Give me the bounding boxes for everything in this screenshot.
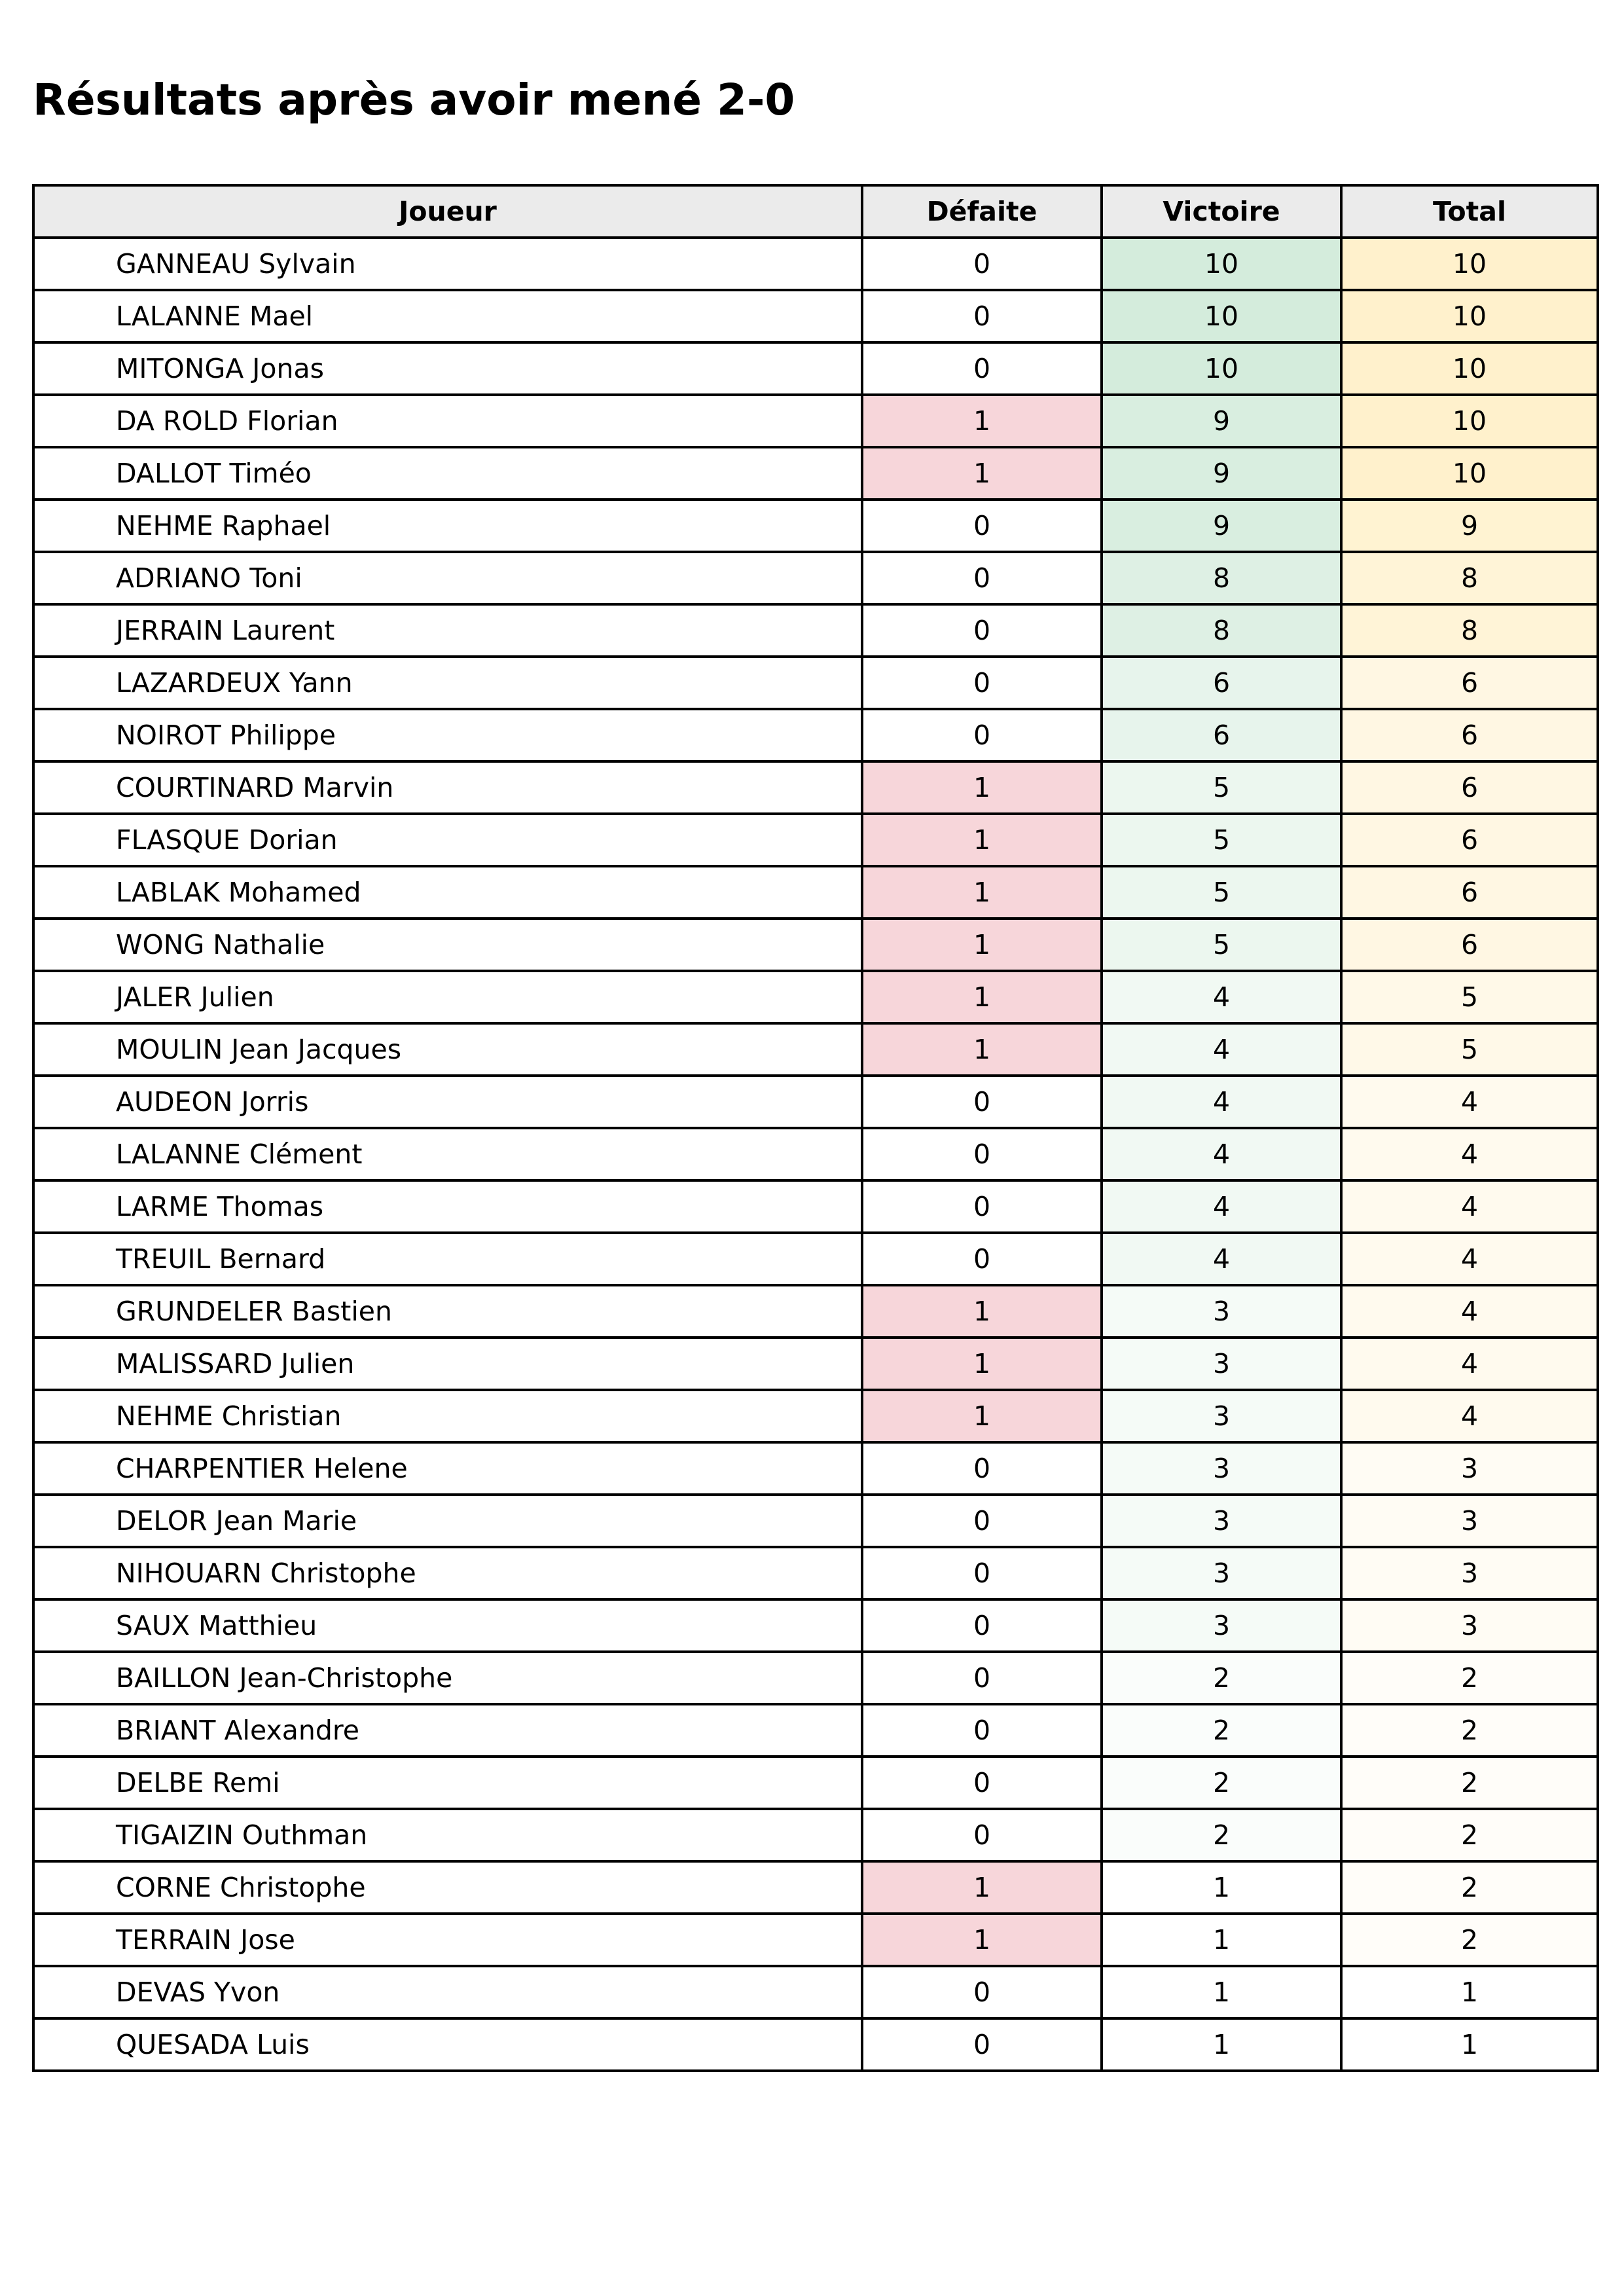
table-row <box>33 1076 1598 1128</box>
player-cell: GRUNDELER Bastien <box>33 1285 862 1338</box>
player-cell: CHARPENTIER Helene <box>33 1442 862 1495</box>
player-cell: DELOR Jean Marie <box>33 1495 862 1547</box>
table-row <box>33 1809 1598 1861</box>
table-row <box>33 1023 1598 1076</box>
table-row <box>33 2018 1598 2071</box>
loss-cell: 0 <box>862 1966 1102 2018</box>
player-cell: COURTINARD Marvin <box>33 761 862 814</box>
win-cell: 3 <box>1102 1599 1341 1652</box>
total-cell: 10 <box>1341 447 1598 500</box>
total-cell: 3 <box>1341 1442 1598 1495</box>
player-cell: DEVAS Yvon <box>33 1966 862 2018</box>
player-cell: JALER Julien <box>33 971 862 1023</box>
win-cell: 9 <box>1102 447 1341 500</box>
loss-cell: 1 <box>862 814 1102 866</box>
total-cell: 9 <box>1341 500 1598 552</box>
page-title: Résultats après avoir mené 2-0 <box>33 75 795 125</box>
table-row <box>33 447 1598 500</box>
table-body <box>33 238 1598 2071</box>
player-cell: LABLAK Mohamed <box>33 866 862 919</box>
player-cell: BAILLON Jean-Christophe <box>33 1652 862 1704</box>
table-row <box>33 1704 1598 1757</box>
table-row <box>33 1652 1598 1704</box>
total-cell: 10 <box>1341 395 1598 447</box>
player-cell: LARME Thomas <box>33 1180 862 1233</box>
table-row <box>33 500 1598 552</box>
player-cell: SAUX Matthieu <box>33 1599 862 1652</box>
win-cell: 4 <box>1102 971 1341 1023</box>
total-cell: 10 <box>1341 238 1598 290</box>
win-cell: 5 <box>1102 866 1341 919</box>
total-cell: 10 <box>1341 342 1598 395</box>
player-cell: LALANNE Clément <box>33 1128 862 1180</box>
total-cell: 6 <box>1341 814 1598 866</box>
win-cell: 4 <box>1102 1180 1341 1233</box>
player-cell: WONG Nathalie <box>33 919 862 971</box>
win-cell: 10 <box>1102 238 1341 290</box>
header-row <box>33 185 1598 238</box>
loss-cell: 0 <box>862 2018 1102 2071</box>
loss-cell: 0 <box>862 1547 1102 1599</box>
header-total: Total <box>1341 185 1598 238</box>
win-cell: 8 <box>1102 552 1341 604</box>
win-cell: 2 <box>1102 1652 1341 1704</box>
table-row <box>33 814 1598 866</box>
table-row <box>33 1128 1598 1180</box>
table-row <box>33 1390 1598 1442</box>
total-cell: 4 <box>1341 1233 1598 1285</box>
loss-cell: 0 <box>862 342 1102 395</box>
win-cell: 6 <box>1102 709 1341 761</box>
player-cell: TERRAIN Jose <box>33 1914 862 1966</box>
win-cell: 2 <box>1102 1757 1341 1809</box>
player-cell: NEHME Christian <box>33 1390 862 1442</box>
player-cell: ADRIANO Toni <box>33 552 862 604</box>
loss-cell: 1 <box>862 761 1102 814</box>
table-row <box>33 1914 1598 1966</box>
table-row <box>33 1233 1598 1285</box>
total-cell: 4 <box>1341 1180 1598 1233</box>
table-row <box>33 1180 1598 1233</box>
loss-cell: 0 <box>862 238 1102 290</box>
player-cell: CORNE Christophe <box>33 1861 862 1914</box>
total-cell: 4 <box>1341 1128 1598 1180</box>
loss-cell: 1 <box>862 1023 1102 1076</box>
total-cell: 8 <box>1341 552 1598 604</box>
player-cell: DELBE Remi <box>33 1757 862 1809</box>
total-cell: 4 <box>1341 1076 1598 1128</box>
win-cell: 8 <box>1102 604 1341 657</box>
table-row <box>33 1338 1598 1390</box>
table-row <box>33 761 1598 814</box>
win-cell: 2 <box>1102 1809 1341 1861</box>
win-cell: 9 <box>1102 395 1341 447</box>
win-cell: 3 <box>1102 1338 1341 1390</box>
total-cell: 5 <box>1341 971 1598 1023</box>
loss-cell: 0 <box>862 1809 1102 1861</box>
table-row <box>33 342 1598 395</box>
win-cell: 5 <box>1102 919 1341 971</box>
loss-cell: 1 <box>862 1914 1102 1966</box>
total-cell: 3 <box>1341 1547 1598 1599</box>
player-cell: DA ROLD Florian <box>33 395 862 447</box>
loss-cell: 1 <box>862 447 1102 500</box>
total-cell: 2 <box>1341 1914 1598 1966</box>
win-cell: 3 <box>1102 1285 1341 1338</box>
table-row <box>33 238 1598 290</box>
player-cell: TREUIL Bernard <box>33 1233 862 1285</box>
win-cell: 10 <box>1102 290 1341 342</box>
player-cell: LAZARDEUX Yann <box>33 657 862 709</box>
loss-cell: 0 <box>862 500 1102 552</box>
player-cell: FLASQUE Dorian <box>33 814 862 866</box>
table-row <box>33 290 1598 342</box>
player-cell: GANNEAU Sylvain <box>33 238 862 290</box>
total-cell: 3 <box>1341 1599 1598 1652</box>
header-player: Joueur <box>33 185 862 238</box>
total-cell: 2 <box>1341 1757 1598 1809</box>
loss-cell: 1 <box>862 1338 1102 1390</box>
total-cell: 2 <box>1341 1809 1598 1861</box>
loss-cell: 0 <box>862 1757 1102 1809</box>
total-cell: 5 <box>1341 1023 1598 1076</box>
player-cell: JERRAIN Laurent <box>33 604 862 657</box>
player-cell: LALANNE Mael <box>33 290 862 342</box>
win-cell: 6 <box>1102 657 1341 709</box>
total-cell: 4 <box>1341 1285 1598 1338</box>
loss-cell: 0 <box>862 709 1102 761</box>
table-row <box>33 552 1598 604</box>
loss-cell: 1 <box>862 1861 1102 1914</box>
win-cell: 4 <box>1102 1128 1341 1180</box>
loss-cell: 0 <box>862 290 1102 342</box>
total-cell: 6 <box>1341 709 1598 761</box>
win-cell: 4 <box>1102 1023 1341 1076</box>
header-loss: Défaite <box>862 185 1102 238</box>
total-cell: 6 <box>1341 761 1598 814</box>
loss-cell: 0 <box>862 1599 1102 1652</box>
loss-cell: 0 <box>862 1233 1102 1285</box>
win-cell: 3 <box>1102 1442 1341 1495</box>
table-row <box>33 709 1598 761</box>
total-cell: 10 <box>1341 290 1598 342</box>
table-row <box>33 1757 1598 1809</box>
loss-cell: 0 <box>862 604 1102 657</box>
win-cell: 9 <box>1102 500 1341 552</box>
win-cell: 4 <box>1102 1076 1341 1128</box>
player-cell: BRIANT Alexandre <box>33 1704 862 1757</box>
win-cell: 5 <box>1102 814 1341 866</box>
table-row <box>33 971 1598 1023</box>
loss-cell: 1 <box>862 971 1102 1023</box>
player-cell: NOIROT Philippe <box>33 709 862 761</box>
loss-cell: 0 <box>862 1495 1102 1547</box>
player-cell: MITONGA Jonas <box>33 342 862 395</box>
total-cell: 6 <box>1341 866 1598 919</box>
table-header <box>33 185 1598 238</box>
player-cell: AUDEON Jorris <box>33 1076 862 1128</box>
total-cell: 2 <box>1341 1704 1598 1757</box>
player-cell: MOULIN Jean Jacques <box>33 1023 862 1076</box>
header-win: Victoire <box>1102 185 1341 238</box>
win-cell: 1 <box>1102 1861 1341 1914</box>
table-row <box>33 1495 1598 1547</box>
win-cell: 4 <box>1102 1233 1341 1285</box>
total-cell: 3 <box>1341 1495 1598 1547</box>
total-cell: 2 <box>1341 1652 1598 1704</box>
win-cell: 1 <box>1102 1966 1341 2018</box>
total-cell: 2 <box>1341 1861 1598 1914</box>
player-cell: QUESADA Luis <box>33 2018 862 2071</box>
table-row <box>33 395 1598 447</box>
table-row <box>33 1861 1598 1914</box>
loss-cell: 1 <box>862 919 1102 971</box>
win-cell: 3 <box>1102 1547 1341 1599</box>
table-row <box>33 1599 1598 1652</box>
loss-cell: 0 <box>862 552 1102 604</box>
table-row <box>33 919 1598 971</box>
total-cell: 6 <box>1341 919 1598 971</box>
loss-cell: 1 <box>862 1285 1102 1338</box>
table-row <box>33 1966 1598 2018</box>
loss-cell: 0 <box>862 1128 1102 1180</box>
total-cell: 4 <box>1341 1390 1598 1442</box>
win-cell: 10 <box>1102 342 1341 395</box>
loss-cell: 0 <box>862 657 1102 709</box>
total-cell: 1 <box>1341 1966 1598 2018</box>
loss-cell: 1 <box>862 1390 1102 1442</box>
table-row <box>33 866 1598 919</box>
win-cell: 5 <box>1102 761 1341 814</box>
loss-cell: 0 <box>862 1704 1102 1757</box>
player-cell: NEHME Raphael <box>33 500 862 552</box>
loss-cell: 0 <box>862 1180 1102 1233</box>
total-cell: 6 <box>1341 657 1598 709</box>
loss-cell: 1 <box>862 866 1102 919</box>
win-cell: 1 <box>1102 2018 1341 2071</box>
loss-cell: 0 <box>862 1652 1102 1704</box>
table-row <box>33 657 1598 709</box>
win-cell: 2 <box>1102 1704 1341 1757</box>
player-cell: TIGAIZIN Outhman <box>33 1809 862 1861</box>
table-row <box>33 1442 1598 1495</box>
table-row <box>33 1285 1598 1338</box>
player-cell: DALLOT Timéo <box>33 447 862 500</box>
table-row <box>33 604 1598 657</box>
table-row <box>33 1547 1598 1599</box>
player-cell: NIHOUARN Christophe <box>33 1547 862 1599</box>
total-cell: 8 <box>1341 604 1598 657</box>
win-cell: 1 <box>1102 1914 1341 1966</box>
loss-cell: 0 <box>862 1076 1102 1128</box>
win-cell: 3 <box>1102 1495 1341 1547</box>
win-cell: 3 <box>1102 1390 1341 1442</box>
loss-cell: 0 <box>862 1442 1102 1495</box>
total-cell: 4 <box>1341 1338 1598 1390</box>
loss-cell: 1 <box>862 395 1102 447</box>
player-cell: MALISSARD Julien <box>33 1338 862 1390</box>
results-table <box>32 184 1599 2072</box>
total-cell: 1 <box>1341 2018 1598 2071</box>
